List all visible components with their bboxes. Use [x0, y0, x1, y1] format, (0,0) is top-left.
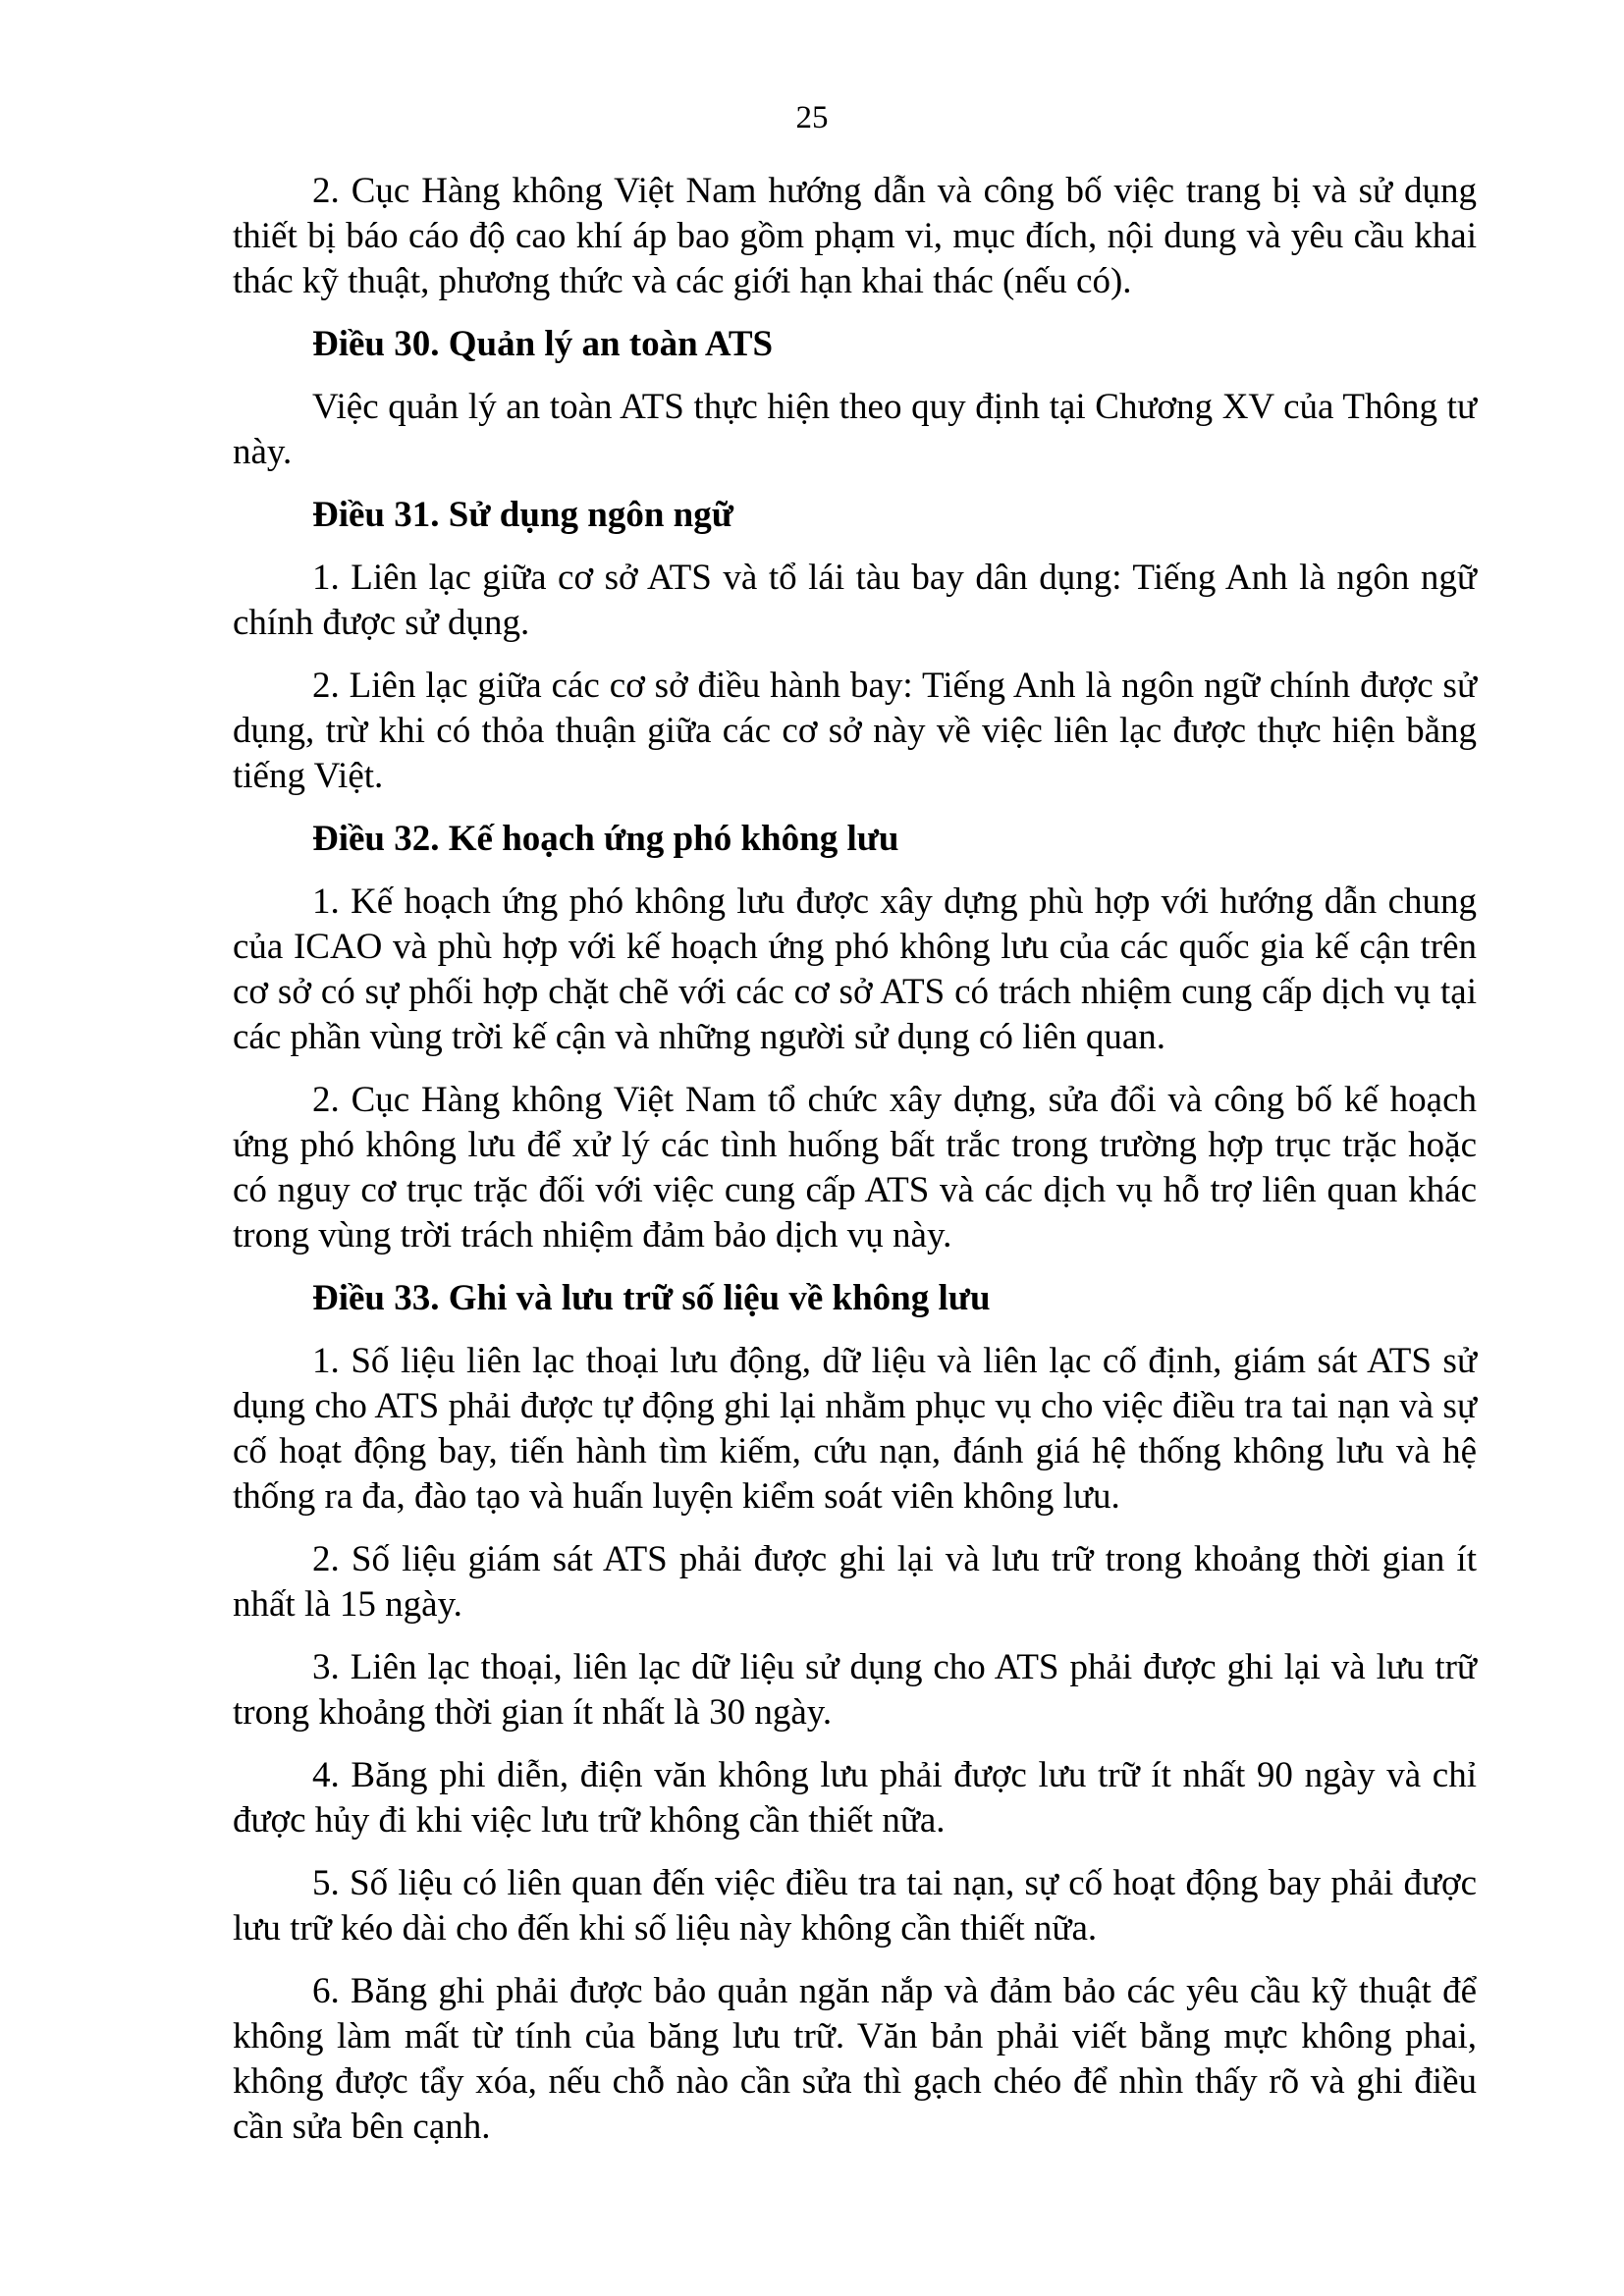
paragraph-article-31-clause-1: 1. Liên lạc giữa cơ sở ATS và tổ lái tàu bay dân dụng: Tiếng Anh là ngôn ngữ chính được sử dụng. [233, 558, 1477, 643]
article-33-heading: Điều 33. Ghi và lưu trữ số liệu về không lưu [312, 1278, 991, 1318]
article-30-heading: Điều 30. Quản lý an toàn ATS [312, 324, 774, 364]
paragraph-article-33-clause-3: 3. Liên lạc thoại, liên lạc dữ liệu sử dụng cho ATS phải được ghi lại và lưu trữ trong khoảng thời gian ít nhất là 30 ngày. [233, 1647, 1477, 1733]
paragraph-article-30: Việc quản lý an toàn ATS thực hiện theo quy định tại Chương XV của Thông tư này. [233, 387, 1477, 472]
paragraph-article-33-clause-1: 1. Số liệu liên lạc thoại lưu động, dữ liệu và liên lạc cố định, giám sát ATS sử dụng cho ATS phải được tự động ghi lại nhằm phục vụ cho việc điều tra tai nạn và sự cố hoạt động bay, tiến hành tìm kiếm, cứu nạn, đánh giá hệ thống không lưu và hệ thống ra đa, đào tạo và huấn luyện kiểm soát viên không lưu. [233, 1341, 1477, 1517]
paragraph-article-32-clause-1: 1. Kế hoạch ứng phó không lưu được xây dựng phù hợp với hướng dẫn chung của ICAO và phù hợp với kế hoạch ứng phó không lưu của các quốc gia kế cận trên cơ sở có sự phối hợp chặt chẽ với các cơ sở ATS có trách nhiệm cung cấp dịch vụ tại các phần vùng trời kế cận và những người sử dụng có liên quan. [233, 881, 1477, 1057]
paragraph-article-33-clause-2: 2. Số liệu giám sát ATS phải được ghi lại và lưu trữ trong khoảng thời gian ít nhất là 15 ngày. [233, 1539, 1477, 1625]
page-number: 25 [795, 100, 829, 135]
paragraph-article-32-clause-2: 2. Cục Hàng không Việt Nam tổ chức xây dựng, sửa đổi và công bố kế hoạch ứng phó không lưu để xử lý các tình huống bất trắc trong trường hợp trục trặc hoặc có nguy cơ trục trặc đối với việc cung cấp ATS và các dịch vụ hỗ trợ liên quan khác trong vùng trời trách nhiệm đảm bảo dịch vụ này. [233, 1080, 1477, 1255]
paragraph-article-31-clause-2: 2. Liên lạc giữa các cơ sở điều hành bay: Tiếng Anh là ngôn ngữ chính được sử dụng, trừ khi có thỏa thuận giữa các cơ sở này về việc liên lạc được thực hiện bằng tiếng Việt. [233, 666, 1477, 796]
paragraph-article-29-clause-2: 2. Cục Hàng không Việt Nam hướng dẫn và công bố việc trang bị và sử dụng thiết bị báo cáo độ cao khí áp bao gồm phạm vi, mục đích, nội dung và yêu cầu khai thác kỹ thuật, phương thức và các giới hạn khai thác (nếu có). [233, 171, 1477, 301]
paragraph-article-33-clause-4: 4. Băng phi diễn, điện văn không lưu phải được lưu trữ ít nhất 90 ngày và chỉ được hủy đi khi việc lưu trữ không cần thiết nữa. [233, 1755, 1477, 1841]
paragraph-article-33-clause-5: 5. Số liệu có liên quan đến việc điều tra tai nạn, sự cố hoạt động bay phải được lưu trữ kéo dài cho đến khi số liệu này không cần thiết nữa. [233, 1863, 1477, 1949]
paragraph-article-33-clause-6: 6. Băng ghi phải được bảo quản ngăn nắp và đảm bảo các yêu cầu kỹ thuật để không làm mất từ tính của băng lưu trữ. Văn bản phải viết bằng mực không phai, không được tẩy xóa, nếu chỗ nào cần sửa thì gạch chéo để nhìn thấy rõ và ghi điều cần sửa bên cạnh. [233, 1971, 1477, 2147]
document-body [233, 169, 1477, 2167]
article-32-heading: Điều 32. Kế hoạch ứng phó không lưu [312, 819, 899, 859]
article-31-heading: Điều 31. Sử dụng ngôn ngữ [312, 495, 733, 535]
